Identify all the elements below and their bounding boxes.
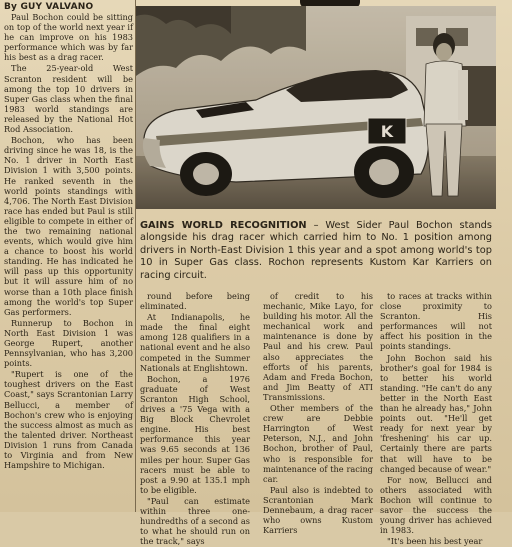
- article-paragraph: Paul also is indebted to Scrantonian Mark Dennebaum, a drag racer who owns Kustom Karriers: [263, 484, 373, 536]
- article-paragraph: Bochon, who has been driving since he was 18, is the No. 1 driver in North East Division 1 with 3,500 points. He ranked seventh in the world points standings with 4,706. The North East Division race has ended but Paul is still eligible to compete in either of the two remaining national events, which would give him a chance to boost his world standing. He has indicated he will pass up this opportunity but it will assure him of no worse than a 10th place finish among the world's top Super Gas performers.: [4, 135, 133, 317]
- caption-title: GAINS WORLD RECOGNITION: [140, 220, 307, 231]
- article-column-3: [263, 291, 373, 536]
- article-paragraph: Other members of the crew are Debbie Harrington of West Peterson, N.J., and John Bochon, brother of Paul, who is responsible for maintenance of the racing car.: [263, 403, 373, 484]
- article-paragraph: The 25-year-old West Scranton resident will be among the top 10 drivers in Super Gas class when the final 1983 world standings are released by the National Hot Rod Association.: [4, 63, 133, 135]
- article-paragraph: round before being eliminated.: [140, 291, 250, 312]
- article-paragraph: of credit to his mechanic, Mike Layo, for building his motor. All the mechanical work and maintenance is done by Paul and his crew. Paul also appreciates the efforts of his parents, Adam and Freda Bochon, and Jim Beatty of ATI Transmissions.: [263, 291, 373, 402]
- article-paragraph: to races at tracks within close proximity to Scranton. His performances will not affect his position in the points standings.: [380, 291, 492, 352]
- article-column-1: [4, 12, 133, 471]
- article-paragraph: Paul Bochon could be sitting on top of the world next year if he can improve on his 1983 performance which was by far his best as a drag racer.: [4, 12, 133, 63]
- article-paragraph: Bochon, a 1976 graduate of West Scranton High School, drives a '75 Vega with a Big Block Chevrolet engine. His best performance this year was 9.65 seconds at 136 miles per hour. Super Gas racers must be able to post a 9.90 at 135.1 mph to be eligible.: [140, 373, 250, 495]
- column-divider: [135, 0, 136, 512]
- article-paragraph: "It's been his best year: [387, 536, 483, 547]
- article-paragraph: For now, Bellucci and others associated with Bochon will continue to savor the success the young driver has achieved in 1983.: [380, 474, 492, 536]
- article-paragraph: "Paul can estimate within three one-hundredths of a second as to what he should run on the track," says: [140, 495, 250, 547]
- article-column-2: [140, 291, 250, 547]
- article-paragraph: At Indianapolis, he made the final eight among 128 qualifiers in a national event and he also competed in the Summer Nationals at Englishtown.: [140, 312, 250, 373]
- car-decal: K: [380, 122, 394, 141]
- race-car-photo-image: [136, 6, 496, 209]
- article-paragraph: John Bochon said his brother's goal for 1984 is to better his world standing. "He can't do any better in the North East than he already has," John points out. "He'll get ready for next year by 'freshening' his car up. Certainly there are parts that will have to be changed because of wear.": [380, 352, 492, 474]
- article-paragraph: Runnerup to Bochon in North East Division 1 was George Rupert, another Pennsylvanian, who has 3,200 points.: [4, 317, 133, 369]
- article-column-4: [380, 291, 492, 547]
- byline: By GUY VALVANO: [4, 2, 94, 12]
- article-paragraph: "Rupert is one of the toughest drivers on the East Coast," says Scrantonian Larry Bellucci, a member of Bochon's crew who is enjoying the success almost as much as the talented driver. Northeast Division 1 runs from Canada to Virginia and from New Hampshire to Michigan.: [4, 369, 133, 471]
- caption-text: – West Sider Paul Bochon stands alongside his drag racer which carried him to No. 1 position among drivers in North-East Division 1 this year and a spot among world's top 10 in Super Gas class. Rochon represents Kustom Kar Karriers on racing circuit.: [140, 220, 492, 281]
- photo-caption: [140, 220, 492, 282]
- race-car-photo: [136, 6, 496, 209]
